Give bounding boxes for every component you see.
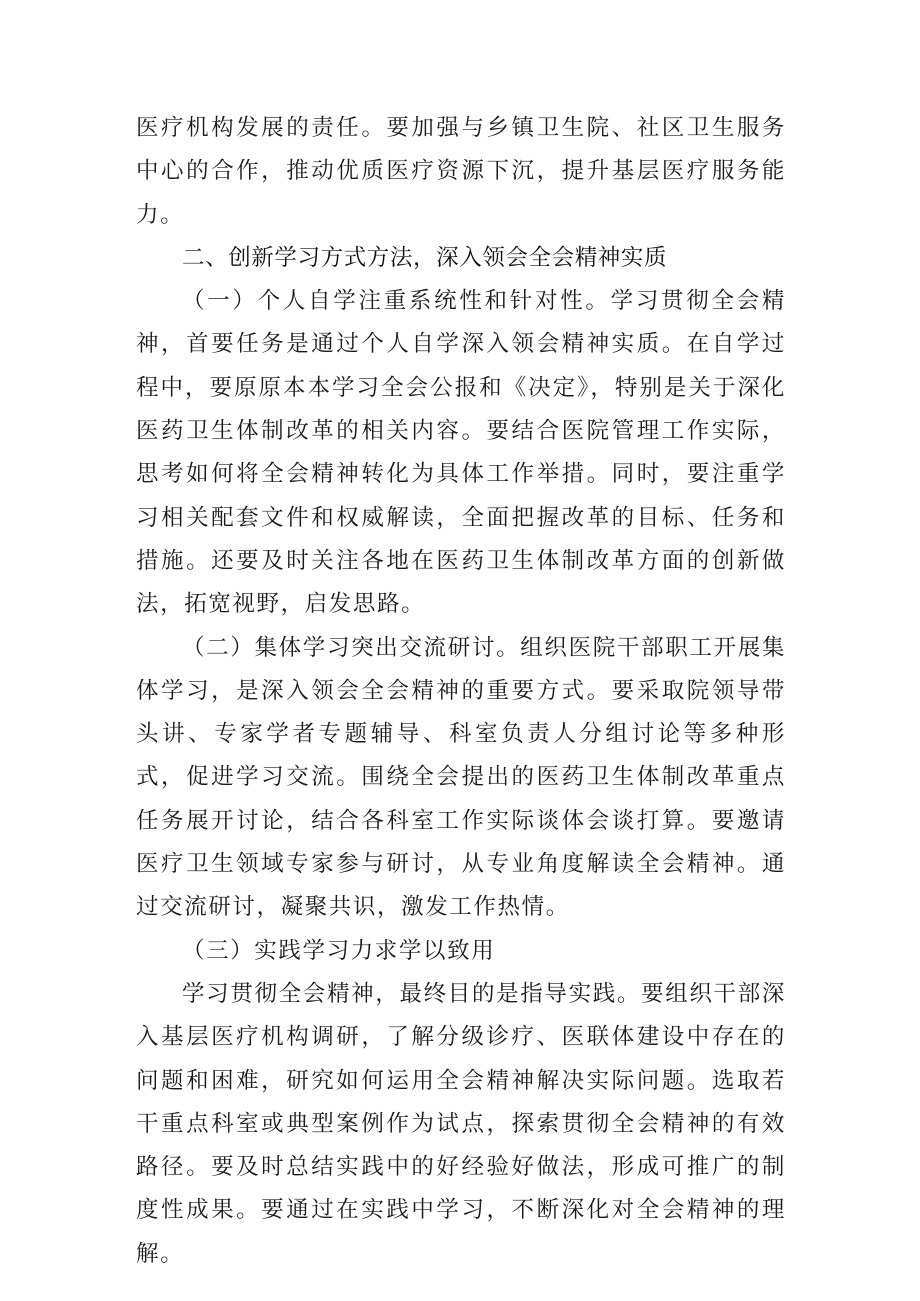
section-heading: 二、创新学习方式方法，深入领会全会精神实质	[182, 244, 668, 271]
subheading-practice-study: （三）实践学习力求学以致用	[182, 937, 496, 964]
paragraph-practice-study: 学习贯彻全会精神，最终目的是指导实践。要组织干部深入基层医疗机构调研，了解分级诊疗、医联体建设中存在的问题和困难，研究如何运用全会精神解决实际问题。选取若干重点科室或典型案例作为试点，探索贯彻全会精神的有效路径。要及时总结实践中的好经验好做法，形成可推广的制度性成果。要通过在实践中学习，不断深化对全会精神的理解。	[136, 980, 786, 1267]
document-body	[136, 107, 786, 1276]
paragraph-group-study: （二）集体学习突出交流研讨。组织医院干部职工开展集体学习，是深入领会全会精神的重要方式。要采取院领导带头讲、专家学者专题辅导、科室负责人分组讨论等多种形式，促进学习交流。围绕全会提出的医药卫生体制改革重点任务展开讨论，结合各科室工作实际谈体会谈打算。要邀请医疗卫生领域专家参与研讨，从专业角度解读全会精神。通过交流研讨，凝聚共识，激发工作热情。	[136, 634, 786, 921]
paragraph-self-study: （一）个人自学注重系统性和针对性。学习贯彻全会精神，首要任务是通过个人自学深入领会精神实质。在自学过程中，要原原本本学习全会公报和《决定》，特别是关于深化医药卫生体制改革的相关内容。要结合医院管理工作实际，思考如何将全会精神转化为具体工作举措。同时，要注重学习相关配套文件和权威解读，全面把握改革的目标、任务和措施。还要及时关注各地在医药卫生体制改革方面的创新做法，拓宽视野，启发思路。	[136, 288, 786, 618]
paragraph-continuation: 医疗机构发展的责任。要加强与乡镇卫生院、社区卫生服务中心的合作，推动优质医疗资源下沉，提升基层医疗服务能力。	[136, 115, 786, 228]
